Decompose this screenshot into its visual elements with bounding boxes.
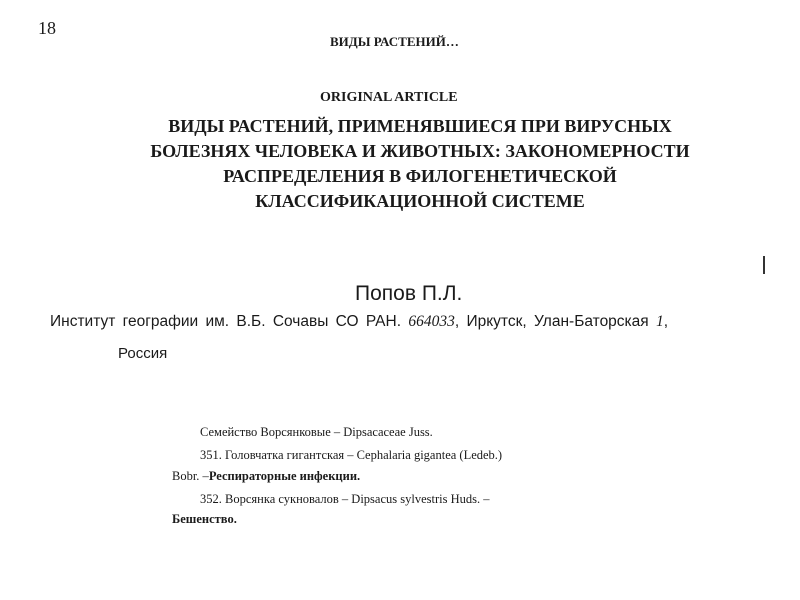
affiliation-end: , <box>663 313 669 330</box>
article-title <box>60 114 780 214</box>
text-cursor <box>763 256 765 274</box>
affiliation-house-number: 1 <box>656 313 664 330</box>
entry-352-species: 352. Ворсянка сукновалов – Dipsacus sylvestris Huds. – <box>200 492 490 506</box>
title-line: БОЛЕЗНЯХ ЧЕЛОВЕКА И ЖИВОТНЫХ: ЗАКОНОМЕРНОСТИ <box>150 141 690 161</box>
affiliation-institute: Институт географии им. В.Б. Сочавы СО РАН. <box>50 313 402 330</box>
running-header: ВИДЫ РАСТЕНИЙ… <box>330 34 459 49</box>
entry-352-disease: Бешенство. <box>172 512 237 526</box>
affiliation-zip: 664033 <box>408 313 455 330</box>
entry-351-disease: Респираторные инфекции. <box>208 469 361 483</box>
author-name: Попов П.Л. <box>355 282 463 305</box>
title-line: РАСПРЕДЕЛЕНИЯ В ФИЛОГЕНЕТИЧЕСКОЙ <box>223 166 617 186</box>
entry-351-use <box>172 469 360 484</box>
affiliation-city-street: , Иркутск, Улан-Баторская <box>454 313 649 330</box>
author-affiliation <box>50 313 668 331</box>
page-number: 18 <box>38 18 56 38</box>
family-heading: Семейство Ворсянковые – Dipsacaceae Juss. <box>200 425 433 439</box>
affiliation-country: Россия <box>118 345 168 362</box>
title-line: ВИДЫ РАСТЕНИЙ, ПРИМЕНЯВШИЕСЯ ПРИ ВИРУСНЫХ <box>168 116 672 136</box>
entry-351-species: 351. Головчатка гигантская – Cephalaria gigantea (Ledeb.) <box>200 448 503 462</box>
article-type-label: ORIGINAL ARTICLE <box>320 90 458 105</box>
entry-351-author: Bobr. – <box>172 469 209 483</box>
title-line: КЛАССИФИКАЦИОННОЙ СИСТЕМЕ <box>255 191 585 211</box>
